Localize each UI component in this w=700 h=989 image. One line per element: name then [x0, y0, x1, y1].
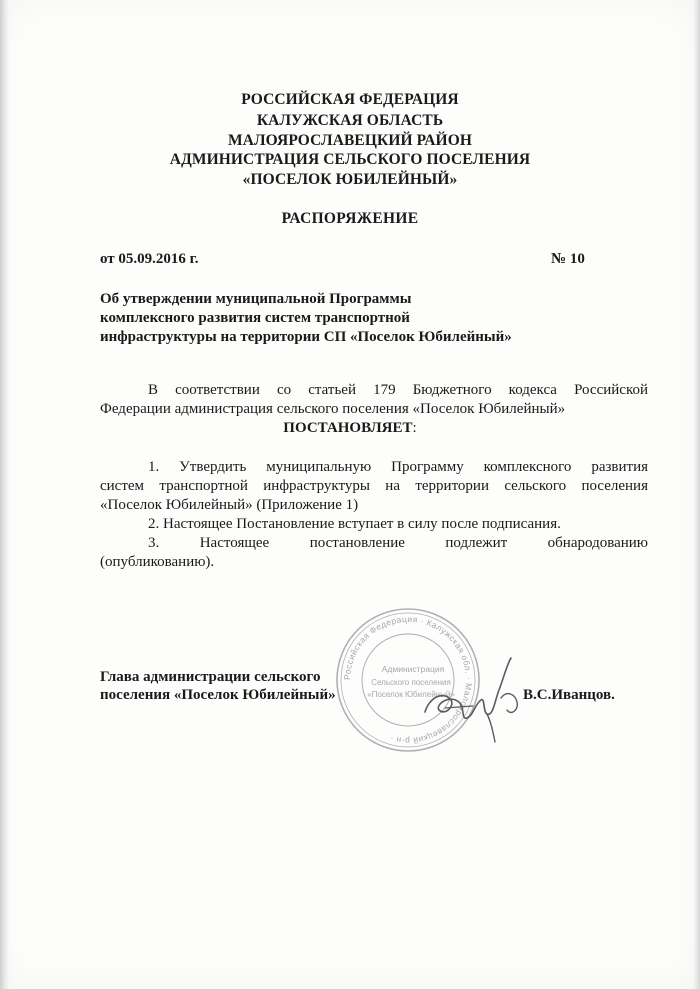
- item-1-line: 1. Утвердить муниципальную Программу комплексного развития: [148, 459, 648, 475]
- item-1-line: систем транспортной инфраструктуры на территории сельского поселения: [100, 478, 648, 494]
- preamble-line: Федерации администрация сельского поселения «Поселок Юбилейный»: [100, 401, 566, 417]
- signatory-position: Глава администрации сельского: [100, 669, 321, 685]
- item-3-line: (опубликованию).: [100, 554, 215, 570]
- header-district: МАЛОЯРОСЛАВЕЦКИЙ РАЙОН: [227, 132, 473, 149]
- document-date: от 05.09.2016 г.: [100, 251, 199, 267]
- signatory-name: В.С.Иванцов.: [523, 687, 615, 703]
- handwritten-signature: [415, 650, 535, 745]
- header-region: КАЛУЖСКАЯ ОБЛАСТЬ: [256, 112, 444, 129]
- item-3-line: 3. Настоящее постановление подлежит обнародованию: [148, 535, 648, 551]
- header-settlement: «ПОСЕЛОК ЮБИЛЕЙНЫЙ»: [242, 171, 458, 188]
- header-country: РОССИЙСКАЯ ФЕДЕРАЦИЯ: [241, 91, 459, 108]
- header-administration: АДМИНИСТРАЦИЯ СЕЛЬСКОГО ПОСЕЛЕНИЯ: [169, 151, 531, 168]
- subject-line: комплексного развития систем транспортной: [100, 310, 410, 326]
- document-number: № 10: [551, 251, 585, 267]
- stamp-inner-line: Администрация: [381, 664, 445, 674]
- item-1-line: «Поселок Юбилейный» (Приложение 1): [100, 497, 359, 513]
- decree-word: [0, 419, 700, 437]
- decree-word-text: ПОСТАНОВЛЯЕТ: [283, 420, 413, 436]
- decree-colon: :: [412, 420, 417, 436]
- item-2: 2. Настоящее Постановление вступает в силу после подписания.: [148, 516, 561, 532]
- subject-line: Об утверждении муниципальной Программы: [100, 291, 412, 307]
- preamble-line: В соответствии со статьей 179 Бюджетного кодекса Российской: [148, 382, 648, 398]
- stamp-outer-text: Российская Федерация · Калужская обл. · Малоярославецкий р-н ·: [341, 613, 475, 747]
- stamp-inner-line: Сельского поселения: [371, 678, 451, 687]
- document-title: РАСПОРЯЖЕНИЕ: [281, 210, 419, 227]
- subject-line: инфраструктуры на территории СП «Поселок Юбилейный»: [100, 329, 512, 345]
- signatory-position: поселения «Поселок Юбилейный»: [100, 687, 336, 703]
- stamp-inner-line: «Поселок Юбилейный»: [367, 690, 455, 699]
